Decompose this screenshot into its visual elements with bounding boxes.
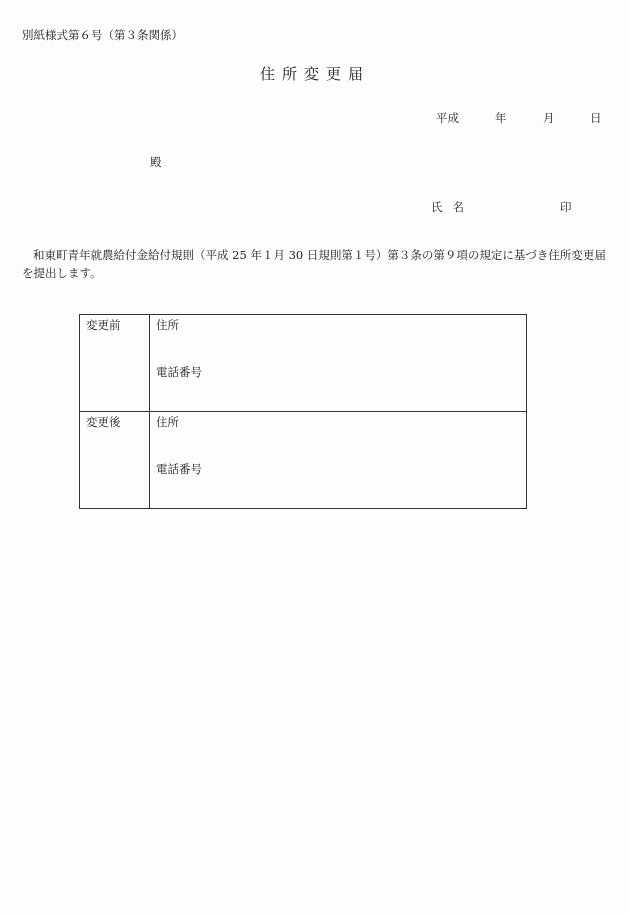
body-text: 和東町青年就農給付金給付規則（平成 25 年１月 30 日規則第１号）第３条の第９項の規定に基づき住所変更届を提出します。 — [22, 248, 606, 280]
change-table — [79, 314, 527, 509]
date-day-label: 日 — [590, 111, 602, 125]
row-label-after: 変更後 — [80, 412, 150, 509]
address-label-before: 住所 — [156, 318, 179, 332]
seal-label: 印 — [560, 200, 572, 214]
table-row-before — [80, 315, 527, 412]
phone-label-before: 電話番号 — [156, 365, 202, 379]
table-row-after — [80, 412, 527, 509]
row-label-before: 変更前 — [80, 315, 150, 412]
content-cell-after — [150, 412, 527, 509]
form-reference: 別紙様式第６号（第３条関係） — [22, 28, 183, 42]
date-month-label: 月 — [543, 111, 555, 125]
address-label-after: 住所 — [156, 415, 179, 429]
date-year-label: 年 — [495, 111, 507, 125]
phone-label-after: 電話番号 — [156, 462, 202, 476]
document-title: 住所変更届 — [259, 65, 370, 83]
content-cell-before — [150, 315, 527, 412]
addressee-suffix: 殿 — [150, 155, 162, 169]
name-label: 氏名 — [431, 200, 474, 214]
date-era: 平成 — [436, 111, 459, 125]
